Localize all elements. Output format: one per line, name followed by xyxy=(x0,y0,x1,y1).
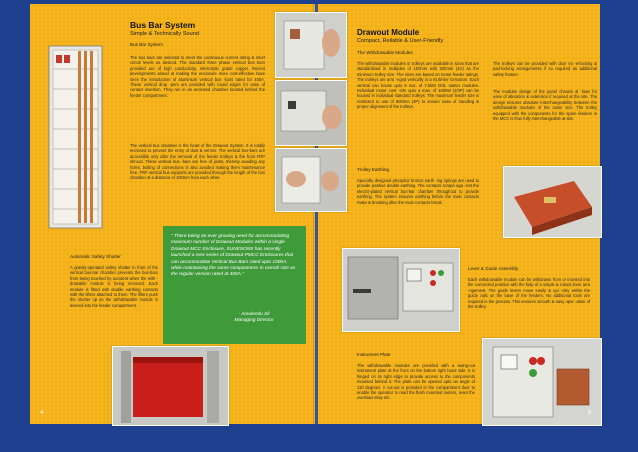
instrument-plate-photo xyxy=(482,338,602,426)
shutter-heading: Automatic Safety Shutter xyxy=(70,254,121,259)
earthing-photo xyxy=(503,166,602,238)
drawout-para-3: The modular design of the panel chassis al -lows for ease of alteration & extension if required at the site. The design ensures absolute interchangeability between the withdrawable modules of the same size. The trolley equipped with the components for the spare feeders in the MCC is thus fully interchangeable at site. xyxy=(493,89,597,121)
drawout-subtitle: Compact, Reliable & User-Friendly xyxy=(357,38,444,44)
busbar-subtitle: Simple & Technically Sound xyxy=(130,31,199,37)
drawout-para-1: The withdrawable modules or trolleys are available in sizes that are standardised in multiples of 100mm with 200mm (4U) as the minimum trolley size. The sizes are based on motor feeder ratings. The trolleys are arra -nged vertically in a multi-tier formation. Each vertical can house upto 9 nos. of 7.5kW DOL starter modules. Individual motor cont -rols upto a max. of 160kW (2/3P) can be housed in individual standard trolleys. The maximum feeder size is restricted to use of 900mm (4P) to ensure ease of handling & proper alignment of the trolleys. xyxy=(357,61,479,110)
busbar-title: Bus Bar System xyxy=(130,20,196,30)
earthing-heading: Trolley Earthing xyxy=(357,167,389,172)
lever-para: Each withdrawable module can be withdrawn from or inserted into the connected position with the help of a simple & robust lever arra -ngement. The guide levers move easily & qui -ckly within the guide rails on the base of the feeders. No additional tools are required in the process. This ensures smooth & easy oper -ation of the trolley. xyxy=(468,277,590,309)
earthing-para: Specially designed phosphor bronze earth -ing springs are used to provide positive double earthing. The contacts scrape aga -inst the electro-plated vertical bus-bar chamber throughout to provide earthing. The system ensures earthing before the main contacts make & breaking after the main contacts break. xyxy=(357,178,479,205)
module-photo-1 xyxy=(275,12,347,78)
busbar-para-2: The vertical bus chamber is the heart of the Drawout System. It is totally enclosed to prevent the entry of dust & vermin. The vertical bus-bars are accessible only after the removal of the feeder trolleys & the front FRP shroud. These vertical bus -bars are free of joints, thereby avoiding any holes, bolting of connections is also avoided making them maintenance free. FRP vertical bus supports are provided through the length of the bus chamber at a distance of 100mm from each other. xyxy=(130,143,265,181)
busbar-rack-illustration xyxy=(48,45,103,230)
md-quote-box xyxy=(163,226,306,344)
busbar-heading: Bus Bar System xyxy=(130,42,163,47)
safety-shutter-photo xyxy=(112,346,229,426)
withdrawable-heading: The Withdrawable Modules xyxy=(357,50,413,55)
quote-signature xyxy=(214,312,294,324)
quote-text: " There being an ever growing need for accommodating maximum number of Drawout Modules within a single Drawout MCC Enclosure, SUNESONS has recently launched a new series of Drawout PMCC Enclosures that can accommodate Vertical Bus Bars rated upto 1000A, while maintaining the same compactness in overall size as the regular version rated at 400A." xyxy=(171,234,296,278)
page-number-left: 4 xyxy=(40,410,44,416)
page-number-right: 5 xyxy=(588,410,592,416)
drawout-para-2: The trolleys can be provided with door int -erlocking & pad-locking arrangements if so required as additional safety feature. xyxy=(493,61,597,77)
quote-role: Managing Director xyxy=(234,318,274,324)
drawout-title: Drawout Module xyxy=(357,28,420,37)
quote-author: - Amolendu Sil xyxy=(238,312,270,317)
lever-guide-photo xyxy=(342,248,460,332)
instrument-para: The withdrawable modules are provided with a swing-out instrument plate at the front on the bottom right hand side. It is hinged on its right edge to provide access to the components mounted behind it. The plate can be opened upto an angle of 110 degrees. A cut-out is provided in the compartment door to enable the operator to read the flush mounted meters, reset the overload relay etc. xyxy=(357,363,475,401)
lever-heading: Lever & Guide Assembly xyxy=(468,266,519,271)
busbar-para-1: The bus bars are selected to meet the continuous current rating & short circuit levels as desired. The standard three phase vertical bus bars provided are of high conductivity, electrolytic grade copper. Recent developments aimed at making the enclosure more cost-effective have seen the introduction of aluminium vertical bus -bars rated for 400A. These vertical drop -pers are provided with round edges for ease of contact insertion. They run in an enclosed chamber located behind the feeder compartment. xyxy=(130,55,265,98)
module-photo-2 xyxy=(275,80,347,146)
instrument-heading: Instrument Plate xyxy=(357,352,391,357)
module-photo-3 xyxy=(275,148,347,212)
shutter-para: A gravity-operated safety shutter in front of the vertical bus-bar chamber prevents the bus-bars from being touched by accident when the with -drawable module is being removed. Each module is fitted with double earthing contacts with the lifters attached to them. The lifters push the shutter up as the withdrawable module is levered into the feeder compartment. xyxy=(70,265,158,308)
